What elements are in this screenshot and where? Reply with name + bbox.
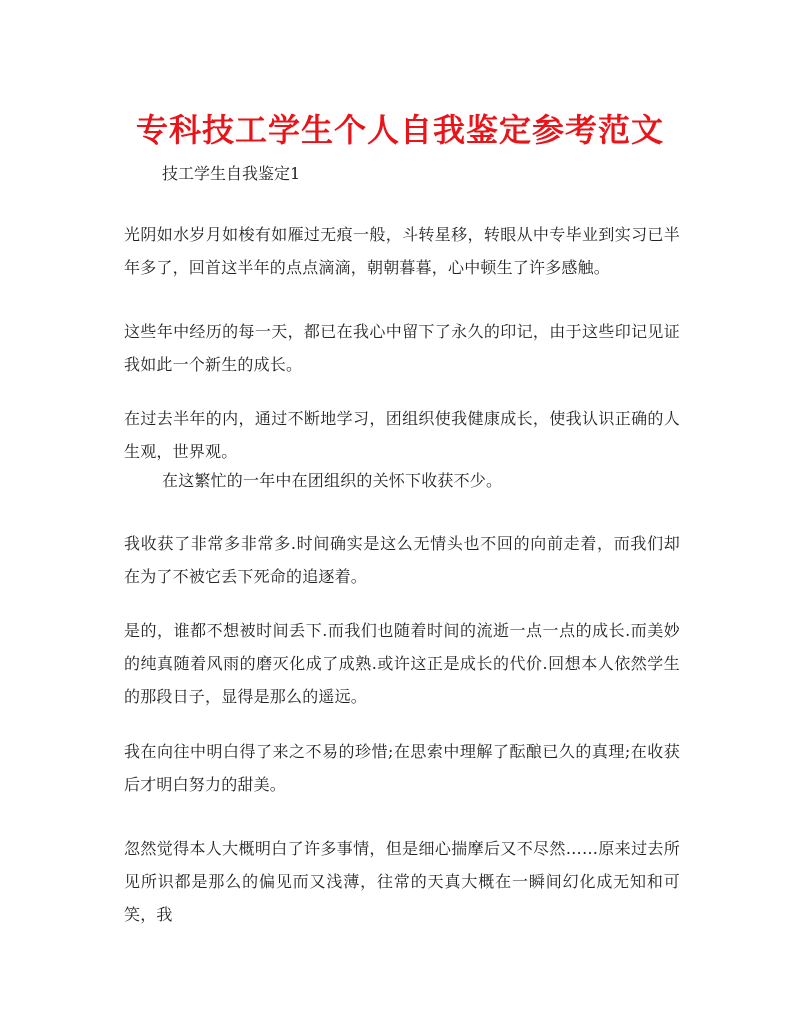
paragraph-6: 是的，谁都不想被时间丢下.而我们也随着时间的流逝一点一点的成长.而美妙的纯真随着风雨的磨灭化成了成熟.或许这正是成长的代价.回想本人依然学生的那段日子，显得是那么的遥远。 — [124, 621, 680, 706]
paragraph-5: 我收获了非常多非常多.时间确实是这么无情头也不回的向前走着，而我们却在为了不被它丢下死命的追逐着。 — [124, 534, 680, 586]
paragraph-7: 我在向往中明白得了来之不易的珍惜;在思索中理解了酝酿已久的真理;在收获后才明白努力的甜美。 — [124, 742, 680, 794]
paragraph-1: 光阴如水岁月如梭有如雁过无痕一般，斗转星移，转眼从中专毕业到实习已半年多了，回首这半年的点点滴滴，朝朝暮暮，心中顿生了许多感触。 — [124, 225, 680, 277]
paragraph-2: 这些年中经历的每一天，都已在我心中留下了永久的印记，由于这些印记见证我如此一个新生的成长。 — [124, 322, 680, 374]
paragraph-4: 在这繁忙的一年中在团组织的关怀下收获不少。 — [162, 471, 503, 490]
paragraph-3: 在过去半年的内，通过不断地学习，团组织使我健康成长，使我认识正确的人生观，世界观。 — [124, 409, 680, 461]
document-title: 专科技工学生个人自我鉴定参考范文 — [135, 111, 664, 149]
paragraph-8: 忽然觉得本人大概明白了许多事情，但是细心揣摩后又不尽然……原来过去所见所识都是那么的偏见而又浅薄，往常的天真大概在一瞬间幻化成无知和可笑，我 — [124, 839, 680, 924]
document-subtitle: 技工学生自我鉴定1 — [162, 164, 301, 183]
